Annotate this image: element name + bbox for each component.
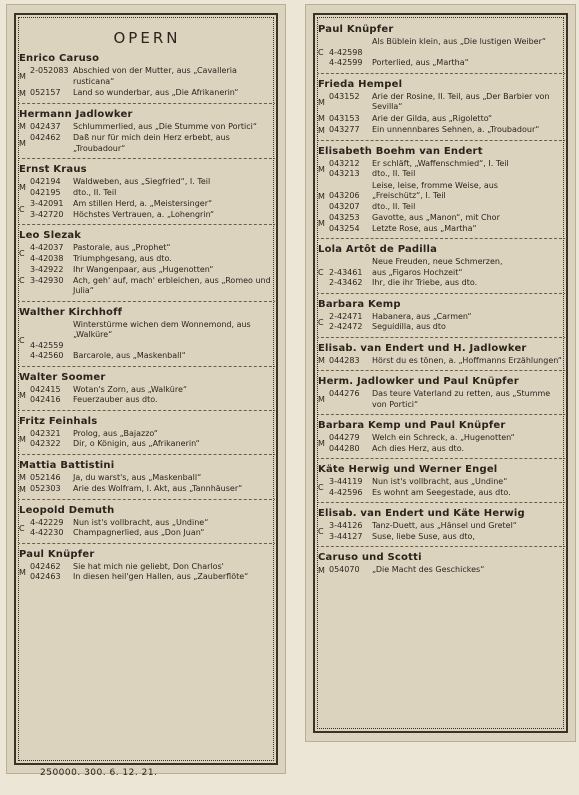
record-entry [318, 521, 565, 542]
record-title: Winterstürme wichen dem Wonnemond, aus „Walküre“ [73, 319, 251, 339]
record-title: Dir, o Königin, aus „Afrikanerin“ [73, 439, 200, 448]
record-title: „Freischütz“, I. Teil [372, 191, 446, 200]
record-title: Als Büblein klein, aus „Die lustigen Weiber“ [372, 37, 547, 46]
record-line [329, 268, 565, 279]
label-prefix: M [318, 191, 325, 201]
label-prefix: C [318, 527, 324, 536]
section-divider [19, 499, 275, 500]
record-entry [19, 473, 275, 484]
right-artist-list [318, 24, 565, 576]
record-number: 042462 [30, 561, 61, 571]
artist-name: Fritz Feinhals [19, 415, 98, 427]
record-line [30, 429, 275, 440]
section-divider [318, 458, 565, 459]
section-divider [318, 414, 565, 415]
record-number: 052146 [30, 472, 61, 482]
record-number: 043253 [329, 213, 360, 222]
record-line [329, 202, 565, 213]
record-line [30, 484, 275, 495]
record-line [329, 213, 565, 224]
artist-name: Hermann Jadlowker [19, 108, 133, 120]
record-number: 4-42560 [30, 351, 64, 360]
record-line [329, 488, 565, 499]
record-line [329, 322, 565, 333]
record-line [30, 188, 275, 199]
record-line [30, 88, 275, 99]
section-divider [19, 301, 275, 302]
record-line [30, 66, 275, 87]
record-title: Ach, geh' auf, mach' erbleichen, aus „Romeo und Julia“ [73, 275, 271, 295]
record-number: 3-42930 [30, 275, 64, 285]
artist-section [318, 376, 565, 410]
record-title: Seguidilla, aus dto [372, 322, 446, 331]
record-number: 042194 [30, 177, 61, 186]
record-entry [19, 429, 275, 450]
record-number: 042321 [30, 428, 61, 438]
record-entry [19, 484, 275, 495]
artist-section [318, 24, 565, 69]
record-number: 043277 [329, 125, 360, 134]
record-number: 3-42922 [30, 265, 64, 274]
record-number: 3-42091 [30, 199, 64, 208]
record-line [329, 181, 565, 192]
record-line [30, 254, 275, 265]
record-title: Porterlied, aus „Martha“ [372, 58, 469, 67]
record-title: Ihr Wangenpaar, aus „Hugenotten“ [73, 265, 214, 274]
artist-name: Lola Artôt de Padilla [318, 244, 438, 255]
record-entry [19, 133, 275, 154]
artist-name: Frieda Hempel [318, 78, 403, 90]
record-number [329, 37, 372, 48]
record-number: 4-42559 [30, 340, 64, 350]
record-number: 052157 [30, 88, 61, 97]
record-title: Gavotte, aus „Manon“, mit Chor [372, 213, 500, 222]
record-entry [318, 213, 565, 234]
label-prefix: M [19, 122, 26, 132]
artist-name: Elisab. van Endert und Käte Herwig [318, 508, 525, 519]
record-line [329, 114, 565, 125]
record-number: 4-42598 [329, 47, 363, 57]
artist-section [318, 420, 565, 454]
artist-section [19, 164, 275, 220]
record-title: Abschied von der Mutter, aus „Cavalleria rusticana“ [73, 66, 237, 86]
record-entry [318, 389, 565, 410]
record-number: 043213 [329, 169, 360, 178]
record-number: 043206 [329, 191, 360, 200]
record-number [329, 181, 372, 192]
label-prefix: M [19, 567, 26, 577]
record-line [329, 37, 565, 48]
artist-name: Leo Slezak [19, 230, 82, 241]
record-title: Ach dies Herz, aus dto. [372, 443, 464, 453]
record-title: Letzte Rose, aus „Martha“ [372, 223, 477, 233]
left-artist-list [19, 53, 275, 583]
record-entry [318, 114, 565, 125]
record-title: In diesen heil'gen Hallen, aus „Zauberflöte“ [73, 572, 249, 581]
record-entry [318, 565, 565, 576]
record-line [30, 210, 275, 221]
section-divider [318, 238, 565, 239]
record-entry [318, 433, 565, 454]
record-line [329, 532, 565, 543]
label-prefix: C [19, 523, 25, 533]
record-line [30, 518, 275, 529]
label-prefix: M [19, 390, 26, 400]
record-title: Feuerzauber aus dto. [73, 395, 158, 404]
record-title: dto., II. Teil [372, 201, 416, 211]
record-title [73, 341, 275, 352]
record-title: Champagnerlied, aus „Don Juan“ [73, 528, 205, 537]
label-prefix: C [318, 268, 324, 278]
record-line [329, 278, 565, 289]
record-number: 4-42599 [329, 58, 363, 67]
label-prefix: M [318, 164, 325, 174]
artist-section [318, 464, 565, 498]
record-title: Ein unnennbares Sehnen, a. „Troubadour“ [372, 125, 540, 134]
record-line [30, 439, 275, 450]
label-prefix: M [318, 439, 325, 448]
record-title: Barcarole, aus „Maskenball“ [73, 351, 186, 360]
record-number: 2-052083 [30, 66, 69, 75]
record-number: 043207 [329, 201, 360, 211]
section-divider [318, 370, 565, 371]
record-line [30, 473, 275, 484]
section-divider [318, 140, 565, 141]
record-line [329, 224, 565, 235]
artist-name: Paul Knüpfer [318, 24, 394, 35]
record-line [30, 562, 275, 573]
record-title: Wotan's Zorn, aus „Walküre“ [73, 384, 188, 394]
record-title: Ihr, die ihr Triebe, aus dto. [372, 278, 478, 287]
record-title: Arie der Rosine, II. Teil, aus „Der Barbier von Sevilla“ [372, 91, 550, 111]
record-title: dto., II. Teil [372, 169, 416, 178]
artist-name: Ernst Kraus [19, 164, 87, 175]
label-prefix: M [19, 473, 26, 483]
record-number: 042195 [30, 187, 61, 197]
artist-name: Enrico Caruso [19, 53, 100, 64]
left-catalog-page [6, 4, 286, 774]
record-line [329, 159, 565, 170]
label-prefix: M [19, 72, 26, 81]
record-number: 3-44126 [329, 521, 363, 530]
artist-name: Paul Knüpfer [19, 548, 95, 560]
record-title: Nun ist's vollbracht, aus „Undine“ [73, 517, 209, 527]
record-entry [318, 125, 565, 136]
record-entry [19, 88, 275, 99]
record-line [30, 395, 275, 406]
artist-section [318, 146, 565, 235]
record-title: Ja, du warst's, aus „Maskenball“ [73, 472, 202, 482]
record-title: Habanera, aus „Carmen“ [372, 311, 472, 321]
record-line [30, 122, 275, 133]
record-entry [19, 385, 275, 406]
record-entry [19, 265, 275, 297]
label-prefix: M [19, 434, 26, 444]
record-entry [19, 562, 275, 583]
label-prefix: C [318, 483, 324, 492]
right-catalog-page [305, 4, 576, 742]
record-number: 3-44119 [329, 477, 363, 486]
artist-name: Leopold Demuth [19, 504, 115, 516]
record-entry [318, 257, 565, 289]
artist-section [19, 549, 275, 583]
record-number: 3-44127 [329, 531, 363, 541]
record-line [30, 351, 275, 362]
record-title: Es wohnt am Seegestade, aus dto. [372, 487, 511, 497]
artist-name: Walther Kirchhoff [19, 306, 123, 318]
record-number: 044283 [329, 355, 360, 365]
label-prefix: M [19, 183, 26, 192]
record-entry [318, 356, 565, 367]
label-prefix: M [318, 356, 325, 366]
label-prefix: M [318, 219, 325, 228]
record-title: Arie des Wolfram, I. Akt, aus „Tannhäuser“ [73, 484, 243, 493]
record-entry [318, 159, 565, 180]
section-divider [318, 337, 565, 338]
label-prefix: C [318, 317, 324, 327]
record-title: Daß nur für mich dein Herz erbebt, aus „Troubadour“ [73, 133, 230, 153]
right-page-content [318, 19, 565, 729]
record-line [329, 521, 565, 532]
record-number: 044280 [329, 443, 360, 453]
record-title: „Die Macht des Geschickes“ [372, 565, 485, 574]
section-divider [19, 224, 275, 225]
record-number [329, 257, 372, 268]
label-prefix: C [19, 249, 25, 258]
record-title: aus „Figaros Hochzeit“ [372, 267, 463, 277]
record-line [329, 389, 565, 410]
record-line [329, 92, 565, 113]
label-prefix: M [318, 97, 325, 107]
record-line [329, 257, 565, 268]
section-divider [19, 543, 275, 544]
record-title: Er schläft, „Waffenschmied“, I. Teil [372, 158, 509, 168]
record-title: Prolog, aus „Bajazzo“ [73, 428, 158, 438]
section-divider [19, 366, 275, 367]
artist-section [318, 552, 565, 576]
record-entry [318, 37, 565, 69]
label-prefix: M [318, 125, 325, 135]
record-entry [19, 199, 275, 220]
record-title: Triumphgesang, aus dto. [73, 253, 172, 263]
section-divider [19, 454, 275, 455]
record-title: Höchstes Vertrauen, a. „Lohengrin“ [73, 209, 215, 219]
record-number: 4-42038 [30, 253, 64, 263]
artist-name: Caruso und Scotti [318, 552, 422, 563]
record-title: Land so wunderbar, aus „Die Afrikanerin“ [73, 88, 239, 97]
label-prefix: C [19, 205, 25, 214]
record-entry [19, 66, 275, 87]
label-prefix: C [19, 276, 25, 286]
record-title: Neue Freuden, neue Schmerzen, [372, 257, 503, 266]
record-number: 054070 [329, 565, 360, 574]
record-title: dto., II. Teil [73, 187, 117, 197]
artist-section [318, 343, 565, 367]
label-prefix: C [318, 48, 324, 58]
record-entry [318, 181, 565, 213]
record-line [329, 312, 565, 323]
record-entry [19, 177, 275, 198]
print-footer: 250000. 300. 6. 12. 21. [40, 768, 158, 778]
record-title: Schlummerlied, aus „Die Stumme von Portici“ [73, 121, 257, 131]
record-title: Tanz-Duett, aus „Hänsel und Gretel“ [372, 521, 517, 530]
label-prefix: M [19, 139, 26, 148]
record-line [30, 320, 275, 341]
record-number: 2-42471 [329, 311, 363, 321]
artist-section [19, 307, 275, 362]
label-prefix: M [318, 395, 325, 404]
artist-name: Barbara Kemp [318, 298, 401, 310]
record-entry [318, 312, 565, 333]
record-line [30, 265, 275, 276]
record-line [30, 572, 275, 583]
artist-section [19, 416, 275, 450]
record-title: Waldweben, aus „Siegfried“, I. Teil [73, 177, 211, 186]
record-title: Leise, leise, fromme Weise, aus [372, 180, 498, 190]
record-line [329, 48, 565, 59]
label-prefix: M [19, 484, 26, 494]
label-prefix: C [19, 336, 25, 345]
artist-section [19, 372, 275, 406]
record-entry [19, 320, 275, 362]
record-number: 043212 [329, 158, 360, 168]
record-number: 4-42596 [329, 487, 363, 497]
artist-section [318, 79, 565, 136]
record-line [30, 177, 275, 188]
record-entry [19, 518, 275, 539]
record-line [329, 169, 565, 180]
record-title: Sie hat mich nie geliebt, Don Charlos' [73, 561, 224, 571]
section-divider [318, 73, 565, 74]
record-number: 2-43461 [329, 267, 363, 277]
record-number: 042416 [30, 395, 61, 404]
record-line [329, 125, 565, 136]
record-number: 4-42229 [30, 517, 64, 527]
record-title: Suse, liebe Suse, aus dto, [372, 531, 475, 541]
record-number: 042437 [30, 121, 61, 131]
record-entry [19, 243, 275, 264]
record-entry [19, 122, 275, 133]
record-line [329, 356, 565, 367]
section-divider [318, 293, 565, 294]
record-line [30, 385, 275, 396]
record-title: Hörst du es tönen, a. „Hoffmanns Erzählungen“ [372, 355, 562, 365]
record-number: 044276 [329, 389, 360, 398]
record-line [30, 276, 275, 297]
record-line [30, 243, 275, 254]
record-number: 4-42230 [30, 528, 64, 537]
record-line [329, 191, 565, 202]
record-number: 043153 [329, 113, 360, 123]
record-number: 4-42037 [30, 243, 64, 252]
record-number: 043152 [329, 91, 360, 101]
artist-section [19, 109, 275, 155]
label-prefix: M [19, 88, 26, 98]
section-divider [19, 103, 275, 104]
left-page-content [19, 19, 275, 761]
artist-name: Barbara Kemp und Paul Knüpfer [318, 420, 506, 431]
artist-name: Walter Soomer [19, 371, 106, 383]
record-line [329, 58, 565, 69]
artist-section [19, 230, 275, 297]
record-number: 052303 [30, 484, 61, 493]
artist-name: Käte Herwig und Werner Engel [318, 464, 498, 475]
section-divider [19, 410, 275, 411]
record-title: Das teure Vaterland zu retten, aus „Stumme von Portici“ [372, 389, 551, 409]
artist-section [19, 53, 275, 99]
label-prefix: M [318, 565, 325, 575]
section-divider [19, 158, 275, 159]
record-line [329, 444, 565, 455]
artist-section [19, 460, 275, 495]
artist-section [19, 505, 275, 539]
record-line [30, 199, 275, 210]
record-title: Arie der Gilda, aus „Rigoletto“ [372, 113, 493, 123]
page-heading: OPERN [113, 29, 181, 47]
record-title: Nun ist's vollbracht, aus „Undine“ [372, 477, 508, 486]
artist-section [318, 299, 565, 333]
record-entry [318, 477, 565, 498]
record-number: 042322 [30, 439, 61, 448]
record-line [30, 133, 275, 154]
section-divider [318, 502, 565, 503]
record-number: 043254 [329, 223, 360, 233]
record-number: 3-42720 [30, 209, 64, 219]
record-number: 2-42472 [329, 322, 363, 331]
artist-section [318, 508, 565, 542]
record-title: Am stillen Herd, a. „Meistersinger“ [73, 199, 213, 208]
record-number [30, 320, 73, 341]
record-line [329, 565, 565, 576]
record-line [329, 477, 565, 488]
artist-name: Mattia Battistini [19, 459, 115, 471]
record-number: 042462 [30, 133, 61, 142]
record-title: Welch ein Schreck, a. „Hugenotten“ [372, 433, 515, 442]
record-number: 042415 [30, 384, 61, 394]
label-prefix: M [318, 114, 325, 124]
artist-name: Herm. Jadlowker und Paul Knüpfer [318, 376, 519, 387]
record-line [30, 528, 275, 539]
record-number: 044279 [329, 433, 360, 442]
record-entry [318, 92, 565, 113]
record-title [372, 48, 565, 59]
artist-name: Elisab. van Endert und H. Jadlowker [318, 342, 527, 354]
record-number: 2-43462 [329, 278, 363, 287]
record-line [329, 433, 565, 444]
section-divider [318, 546, 565, 547]
artist-section [318, 244, 565, 289]
record-line [30, 341, 275, 352]
record-title: Pastorale, aus „Prophet“ [73, 243, 171, 252]
artist-name: Elisabeth Boehm van Endert [318, 145, 483, 157]
record-number: 042463 [30, 572, 61, 581]
